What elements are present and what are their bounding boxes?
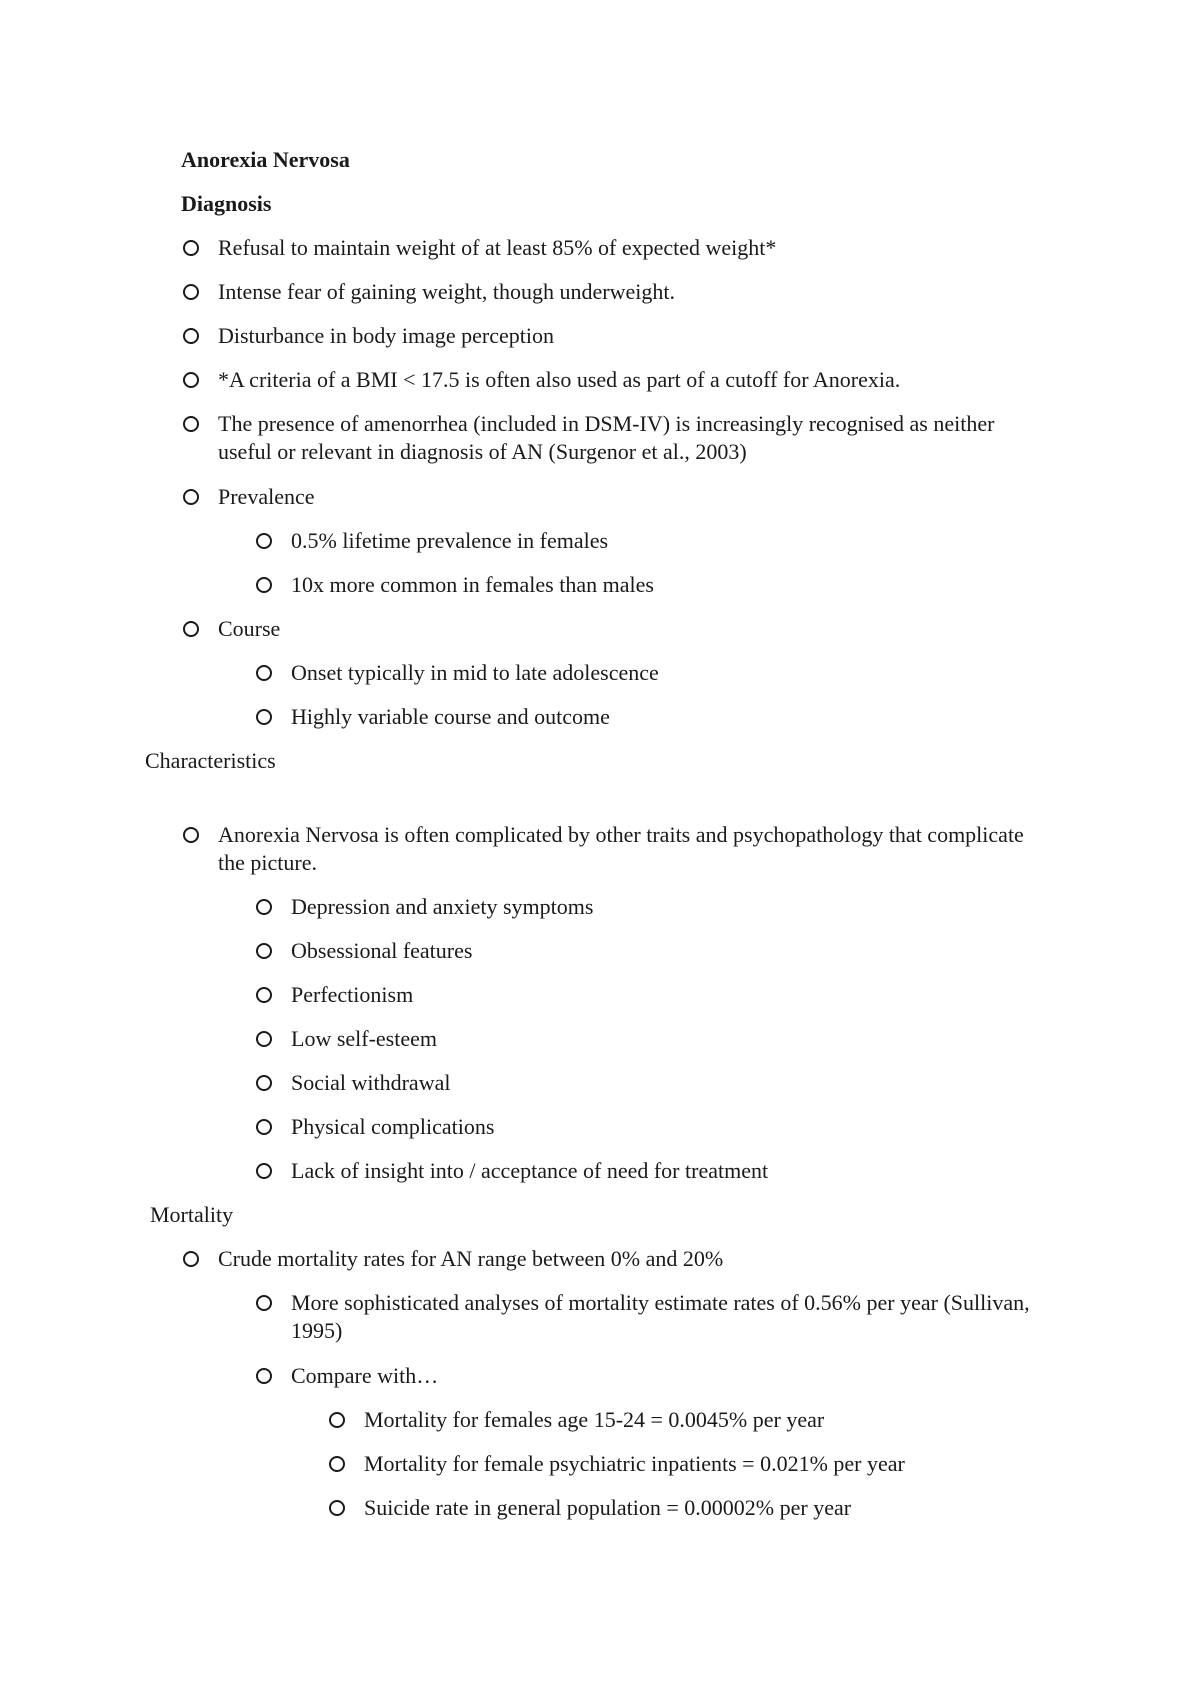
list-item-text: More sophisticated analyses of mortality estimate rates of 0.56% per year (Sullivan, 1995) <box>291 1290 1030 1343</box>
list-item-text: The presence of amenorrhea (included in DSM-IV) is increasingly recognised as neither useful or relevant in diagnosis of AN (Surgenor et al., 2003) <box>218 411 995 464</box>
list-item <box>256 527 1056 555</box>
list-item <box>256 659 1056 687</box>
circle-bullet-icon <box>256 1075 272 1091</box>
circle-bullet-icon <box>329 1456 345 1472</box>
circle-bullet-icon <box>256 1163 272 1179</box>
circle-bullet-icon <box>256 1368 272 1384</box>
list-item-text: Suicide rate in general population = 0.00002% per year <box>364 1495 852 1520</box>
list-item <box>329 1494 1089 1522</box>
circle-bullet-icon <box>329 1500 345 1516</box>
list-item <box>329 1450 1089 1478</box>
list-item <box>256 1025 1056 1053</box>
list-item-text: Disturbance in body image perception <box>218 323 555 348</box>
circle-bullet-icon <box>183 827 199 843</box>
list-item-text: Onset typically in mid to late adolescence <box>291 660 659 685</box>
list-item-text: Highly variable course and outcome <box>291 704 610 729</box>
list-item-text: Compare with… <box>291 1363 439 1388</box>
circle-bullet-icon <box>256 709 272 725</box>
circle-bullet-icon <box>256 1119 272 1135</box>
list-item-text: Refusal to maintain weight of at least 85% of expected weight* <box>218 235 777 260</box>
circle-bullet-icon <box>256 1295 272 1311</box>
list-item <box>183 234 1063 262</box>
list-item <box>256 1157 1056 1185</box>
list-item-text: Mortality for females age 15-24 = 0.0045% per year <box>364 1407 825 1432</box>
circle-bullet-icon <box>256 1031 272 1047</box>
circle-bullet-icon <box>256 943 272 959</box>
circle-bullet-icon <box>183 328 199 344</box>
list-item <box>183 366 1063 394</box>
list-item-text: Crude mortality rates for AN range between 0% and 20% <box>218 1246 724 1271</box>
list-item-text: 10x more common in females than males <box>291 572 654 597</box>
list-item-text: Perfectionism <box>291 982 414 1007</box>
list-item-text: Physical complications <box>291 1114 495 1139</box>
list-item <box>256 981 1056 1009</box>
circle-bullet-icon <box>256 987 272 1003</box>
circle-bullet-icon <box>183 284 199 300</box>
list-item <box>329 1406 1089 1434</box>
circle-bullet-icon <box>183 621 199 637</box>
circle-bullet-icon <box>256 899 272 915</box>
list-item <box>183 1245 1063 1273</box>
list-item-prevalence <box>183 483 1063 511</box>
circle-bullet-icon <box>256 533 272 549</box>
circle-bullet-icon <box>329 1412 345 1428</box>
list-item-text: Mortality for female psychiatric inpatients = 0.021% per year <box>364 1451 905 1476</box>
circle-bullet-icon <box>183 416 199 432</box>
circle-bullet-icon <box>183 1251 199 1267</box>
list-item <box>183 278 1063 306</box>
list-item-text: Anorexia Nervosa is often complicated by other traits and psychopathology that complicate the picture. <box>218 822 1024 875</box>
list-item <box>183 410 1043 466</box>
circle-bullet-icon <box>256 665 272 681</box>
list-item-text: Depression and anxiety symptoms <box>291 894 594 919</box>
list-item <box>256 893 1056 921</box>
list-item-text: Intense fear of gaining weight, though underweight. <box>218 279 675 304</box>
list-item <box>183 322 1063 350</box>
list-item <box>256 703 1056 731</box>
list-item-course <box>183 615 1063 643</box>
circle-bullet-icon <box>183 240 199 256</box>
characteristics-heading: Characteristics <box>145 748 276 773</box>
list-item-text: Prevalence <box>218 484 315 509</box>
list-item <box>256 1289 1046 1345</box>
page-title: Anorexia Nervosa <box>181 147 350 172</box>
list-item <box>256 937 1056 965</box>
list-item <box>183 821 1033 877</box>
list-item-text: Obsessional features <box>291 938 473 963</box>
list-item <box>256 571 1056 599</box>
list-item-text: 0.5% lifetime prevalence in females <box>291 528 609 553</box>
diagnosis-heading: Diagnosis <box>181 191 272 216</box>
mortality-heading: Mortality <box>150 1202 234 1227</box>
list-item-compare <box>256 1362 1056 1390</box>
list-item-text: Lack of insight into / acceptance of need for treatment <box>291 1158 769 1183</box>
list-item-text: *A criteria of a BMI < 17.5 is often also used as part of a cutoff for Anorexia. <box>218 367 901 392</box>
list-item-text: Social withdrawal <box>291 1070 451 1095</box>
circle-bullet-icon <box>256 577 272 593</box>
list-item-text: Low self-esteem <box>291 1026 437 1051</box>
circle-bullet-icon <box>183 489 199 505</box>
list-item <box>256 1069 1056 1097</box>
list-item-text: Course <box>218 616 281 641</box>
list-item <box>256 1113 1056 1141</box>
circle-bullet-icon <box>183 372 199 388</box>
